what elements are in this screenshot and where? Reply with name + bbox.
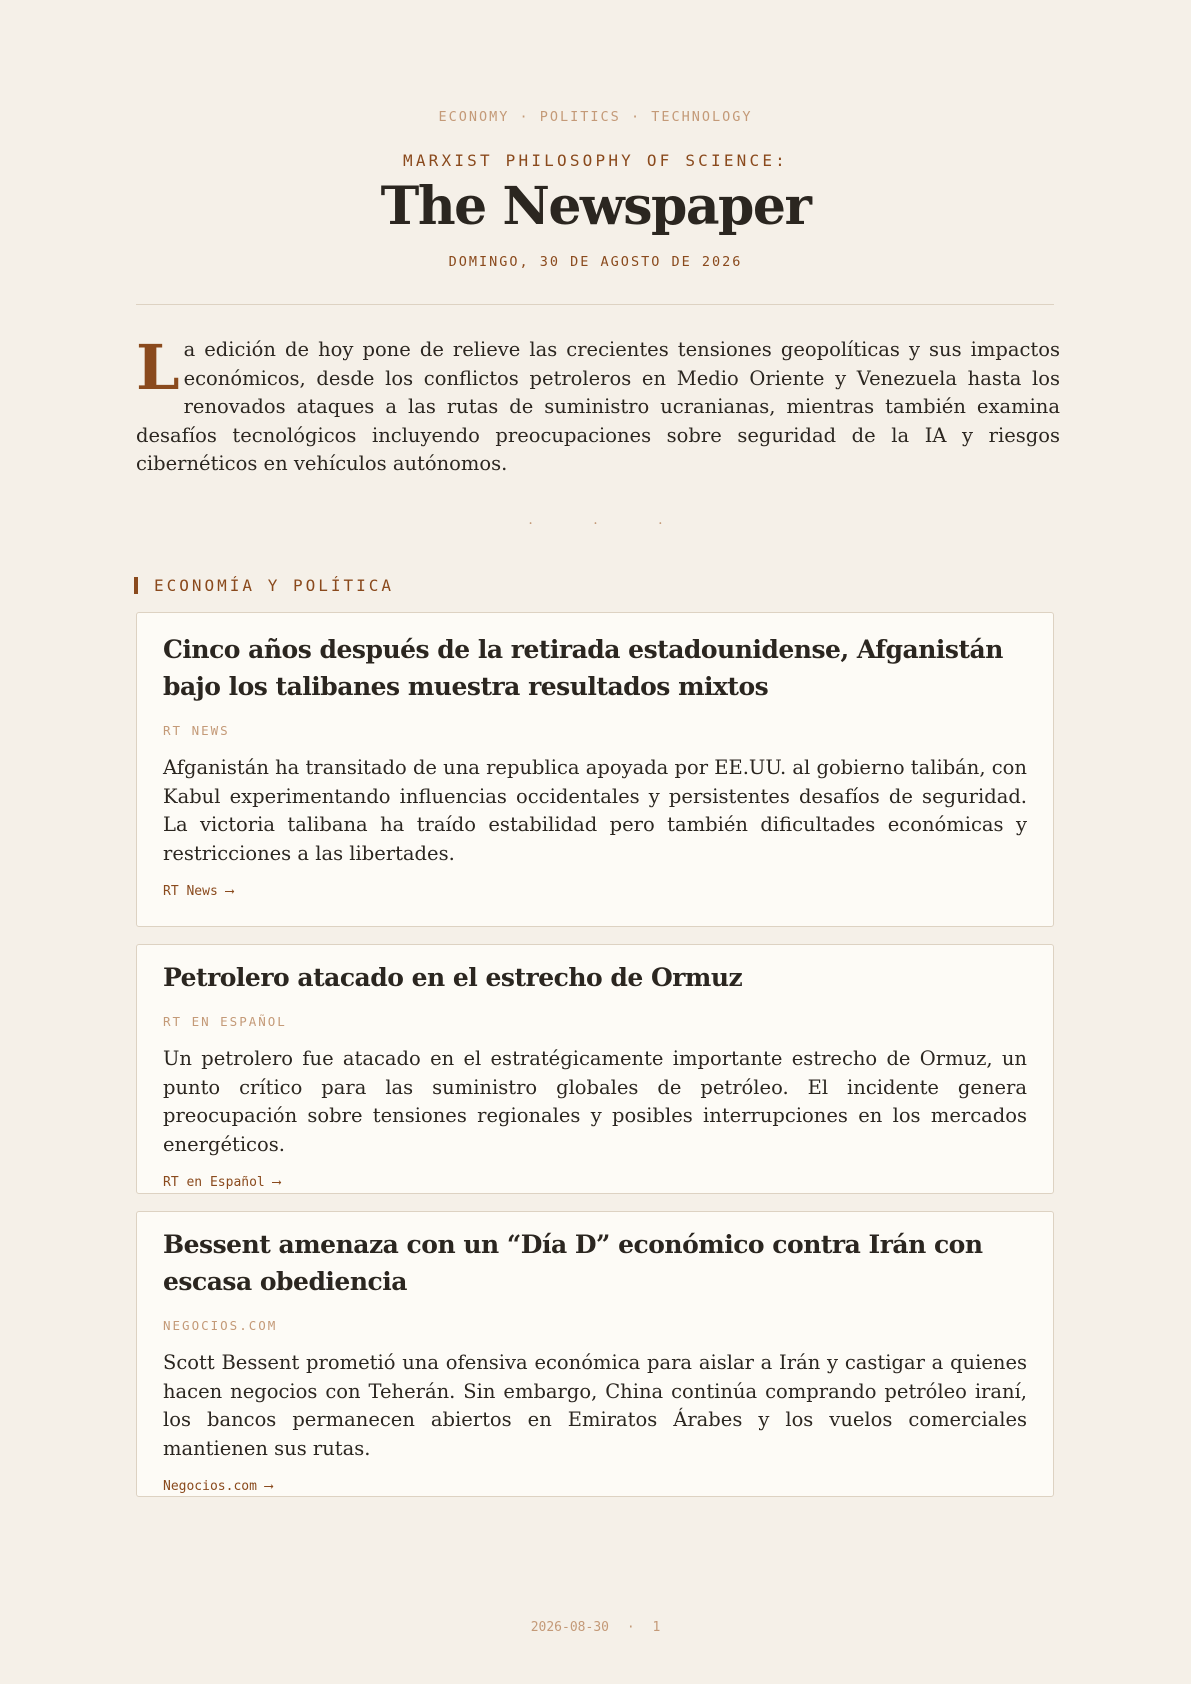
section-header: [134, 576, 394, 595]
article-summary: Scott Bessent prometió una ofensiva económica para aislar a Irán y castigar a quienes hacen negocios con Teherán. Sin embargo, China continúa comprando petróleo iraní, los bancos permanecen abiertos en Emiratos Árabes y los vuelos comerciales mantienen sus rutas.: [163, 1351, 1027, 1460]
topics-line: ECONOMY · POLITICS · TECHNOLOGY: [438, 109, 753, 125]
article-headline[interactable]: Cinco años después de la retirada estadounidense, Afganistán bajo los talibanes muestra resultados mixtos: [163, 635, 1003, 701]
article-source-link[interactable]: RT en Español ⟶: [163, 1175, 281, 1190]
article-summary: Un petrolero fue atacado en el estratégicamente importante estrecho de Ormuz, un punto crítico para las suministro globales de petróleo. El incidente genera preocupación sobre tensiones regionales y posibles interrupciones en los mercados energéticos.: [163, 1047, 1027, 1156]
article-source-link[interactable]: Negocios.com ⟶: [163, 1479, 273, 1494]
lead-paragraph: [136, 331, 1060, 479]
page-footer: [0, 1620, 1191, 1635]
page-number: 1: [652, 1620, 661, 1635]
article-summary: Afganistán ha transitado de una republica apoyada por EE.UU. al gobierno talibán, con Kabul experimentando influencias occidentales y persistentes desafíos de seguridad. La victoria talibana ha traído estabilidad pero también dificultades económicas y restricciones a las libertades.: [163, 756, 1027, 865]
article-card: [136, 612, 1054, 927]
section-separator: · · ·: [528, 516, 691, 532]
footer-separator: ·: [626, 1620, 635, 1635]
page-title: The Newspaper: [380, 176, 811, 237]
drop-cap: L: [136, 331, 180, 404]
issue-date: DOMINGO, 30 DE AGOSTO DE 2026: [448, 254, 743, 270]
lead-text: a edición de hoy pone de relieve las crecientes tensiones geopolíticas y sus impactos económicos, desde los conflictos petroleros en Medio Oriente y Venezuela hasta los renovados ataques a las rutas de suministro ucranianas, mientras también examina desafíos tecnológicos incluyendo preocupaciones sobre seguridad de la IA y riesgos cibernéticos en vehículos autónomos.: [136, 338, 1060, 475]
footer-date: 2026-08-30: [530, 1620, 609, 1635]
article-card: [136, 1211, 1054, 1497]
article-source: RT NEWS: [163, 723, 230, 738]
article-source: NEGOCIOS.COM: [163, 1318, 278, 1333]
article-card: [136, 944, 1054, 1194]
article-headline[interactable]: Bessent amenaza con un “Día D” económico contra Irán con escasa obediencia: [163, 1230, 983, 1296]
masthead-divider: [136, 304, 1054, 305]
masthead-kicker: MARXIST PHILOSOPHY OF SCIENCE:: [403, 151, 788, 170]
article-headline[interactable]: Petrolero atacado en el estrecho de Ormuz: [163, 963, 743, 992]
section-marker: [134, 577, 138, 594]
section-label: ECONOMÍA Y POLÍTICA: [154, 576, 395, 595]
article-source-link[interactable]: RT News ⟶: [163, 884, 234, 899]
article-source: RT EN ESPAÑOL: [163, 1014, 287, 1029]
